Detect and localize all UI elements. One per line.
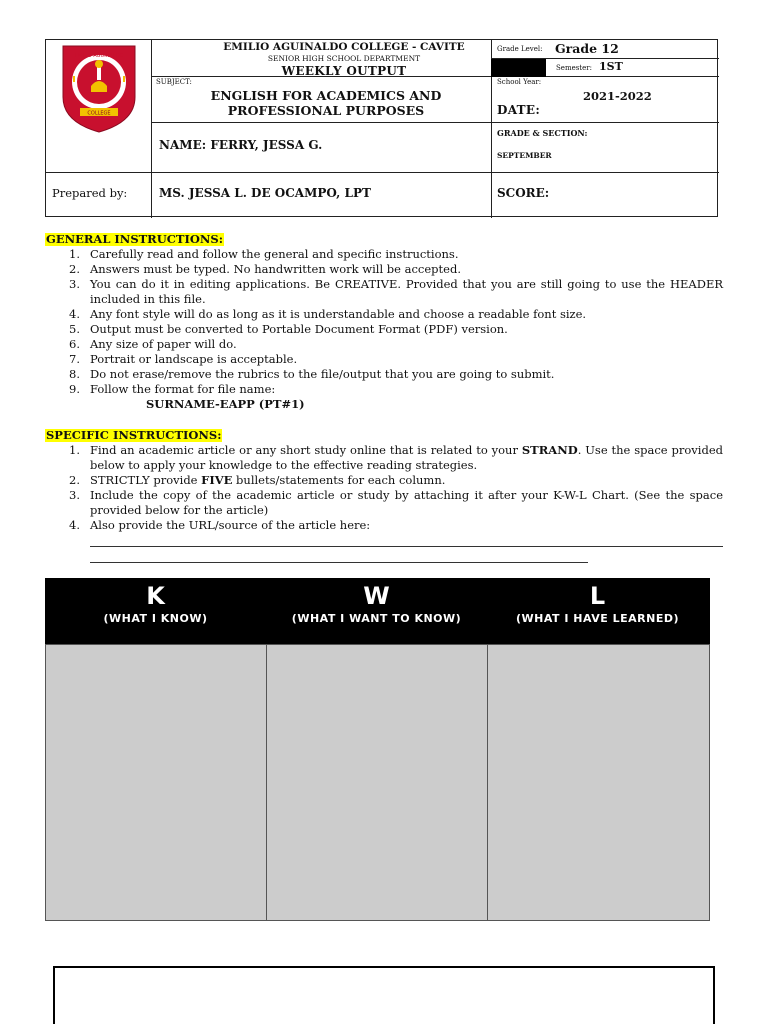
list-item: 3. Include the copy of the academic article or study by attaching it after your K-W-L Chart. (See the space provided below for the article) — [69, 488, 723, 517]
svg-text:EMILIO AGUINALDO: EMILIO AGUINALDO — [74, 53, 124, 59]
score-label: SCORE: — [497, 186, 550, 200]
grade-level-label: Grade Level: — [497, 45, 543, 53]
list-item: 2. STRICTLY provide FIVE bullets/statements for each column. — [69, 473, 446, 487]
prepared-by-label: Prepared by: — [52, 186, 128, 200]
subject-line-1: ENGLISH FOR ACADEMICS AND — [210, 88, 442, 103]
school-year-label: School Year: — [497, 78, 542, 86]
kwl-column-k — [45, 578, 266, 627]
article-attachment-box[interactable] — [53, 966, 715, 1024]
redaction-box — [491, 59, 546, 77]
list-item: 1. Carefully read and follow the general and specific instructions. — [69, 247, 459, 261]
general-instructions-title: GENERAL INSTRUCTIONS: — [46, 232, 223, 246]
kwl-cell-learned[interactable] — [487, 644, 710, 921]
semester-value: 1ST — [599, 60, 623, 73]
list-item: 7. Portrait or landscape is acceptable. — [69, 352, 298, 366]
kwl-cell-know[interactable] — [45, 644, 267, 921]
specific-instructions-list — [45, 443, 723, 533]
kwl-column-label: (WHAT I WANT TO KNOW) — [291, 612, 462, 625]
filename-format: SURNAME-EAPP (PT#1) — [146, 397, 305, 411]
subject-line-2: PROFESSIONAL PURPOSES — [227, 103, 425, 118]
list-item: 3. You can do it in editing applications. Be CREATIVE. Provided that you are still going to use the HEADER included in this file. — [69, 277, 723, 306]
url-answer-line-1[interactable] — [90, 546, 723, 547]
college-logo — [46, 40, 151, 172]
grade-section-value: SEPTEMBER — [497, 151, 552, 160]
specific-instructions-title: SPECIFIC INSTRUCTIONS: — [46, 428, 222, 442]
subject-value — [156, 88, 496, 118]
kwl-column-w — [266, 578, 487, 627]
header-table — [45, 39, 718, 217]
kwl-cell-want-to-know[interactable] — [266, 644, 488, 921]
kwl-letter: W — [363, 582, 390, 610]
list-item: 2. Answers must be typed. No handwritten work will be accepted. — [69, 262, 461, 276]
student-name: NAME: FERRY, JESSA G. — [159, 138, 323, 152]
kwl-column-label: (WHAT I HAVE LEARNED) — [516, 612, 679, 625]
list-item: 9. Follow the format for file name: SURNAME-EAPP (PT#1) — [45, 382, 723, 412]
department-name: SENIOR HIGH SCHOOL DEPARTMENT — [267, 54, 421, 63]
teacher-name: MS. JESSA L. DE OCAMPO, LPT — [159, 186, 371, 200]
list-item: 5. Output must be converted to Portable Document Format (PDF) version. — [69, 322, 508, 336]
list-item: 4. Any font style will do as long as it is understandable and choose a readable font size. — [69, 307, 587, 321]
list-item: 8. Do not erase/remove the rubrics to the file/output that you are going to submit. — [69, 367, 555, 381]
url-answer-line-2[interactable] — [90, 562, 588, 563]
general-instructions-list — [45, 247, 723, 412]
date-label: DATE: — [497, 103, 541, 117]
semester-label: Semester: — [556, 64, 592, 72]
school-year-value: 2021-2022 — [583, 89, 652, 103]
kwl-letter: L — [589, 582, 606, 610]
kwl-chart — [45, 578, 710, 921]
list-item: 1. Find an academic article or any short study online that is related to your STRAND. Use the space provided below to apply your knowledge to the effective reading strategies. — [69, 443, 723, 472]
school-name: EMILIO AGUINALDO COLLEGE - CAVITE — [223, 41, 465, 53]
svg-text:COLLEGE: COLLEGE — [87, 110, 111, 117]
list-item: 4. Also provide the URL/source of the article here: — [69, 518, 371, 532]
kwl-column-label: (WHAT I KNOW) — [103, 612, 208, 625]
kwl-column-l — [487, 578, 708, 627]
kwl-letter: K — [146, 582, 165, 610]
list-item: 6. Any size of paper will do. — [69, 337, 237, 351]
grade-section-label: GRADE & SECTION: — [497, 128, 588, 138]
grade-level-value: Grade 12 — [555, 41, 619, 56]
subject-label: SUBJECT: — [156, 78, 192, 86]
output-title: WEEKLY OUTPUT — [281, 64, 407, 78]
